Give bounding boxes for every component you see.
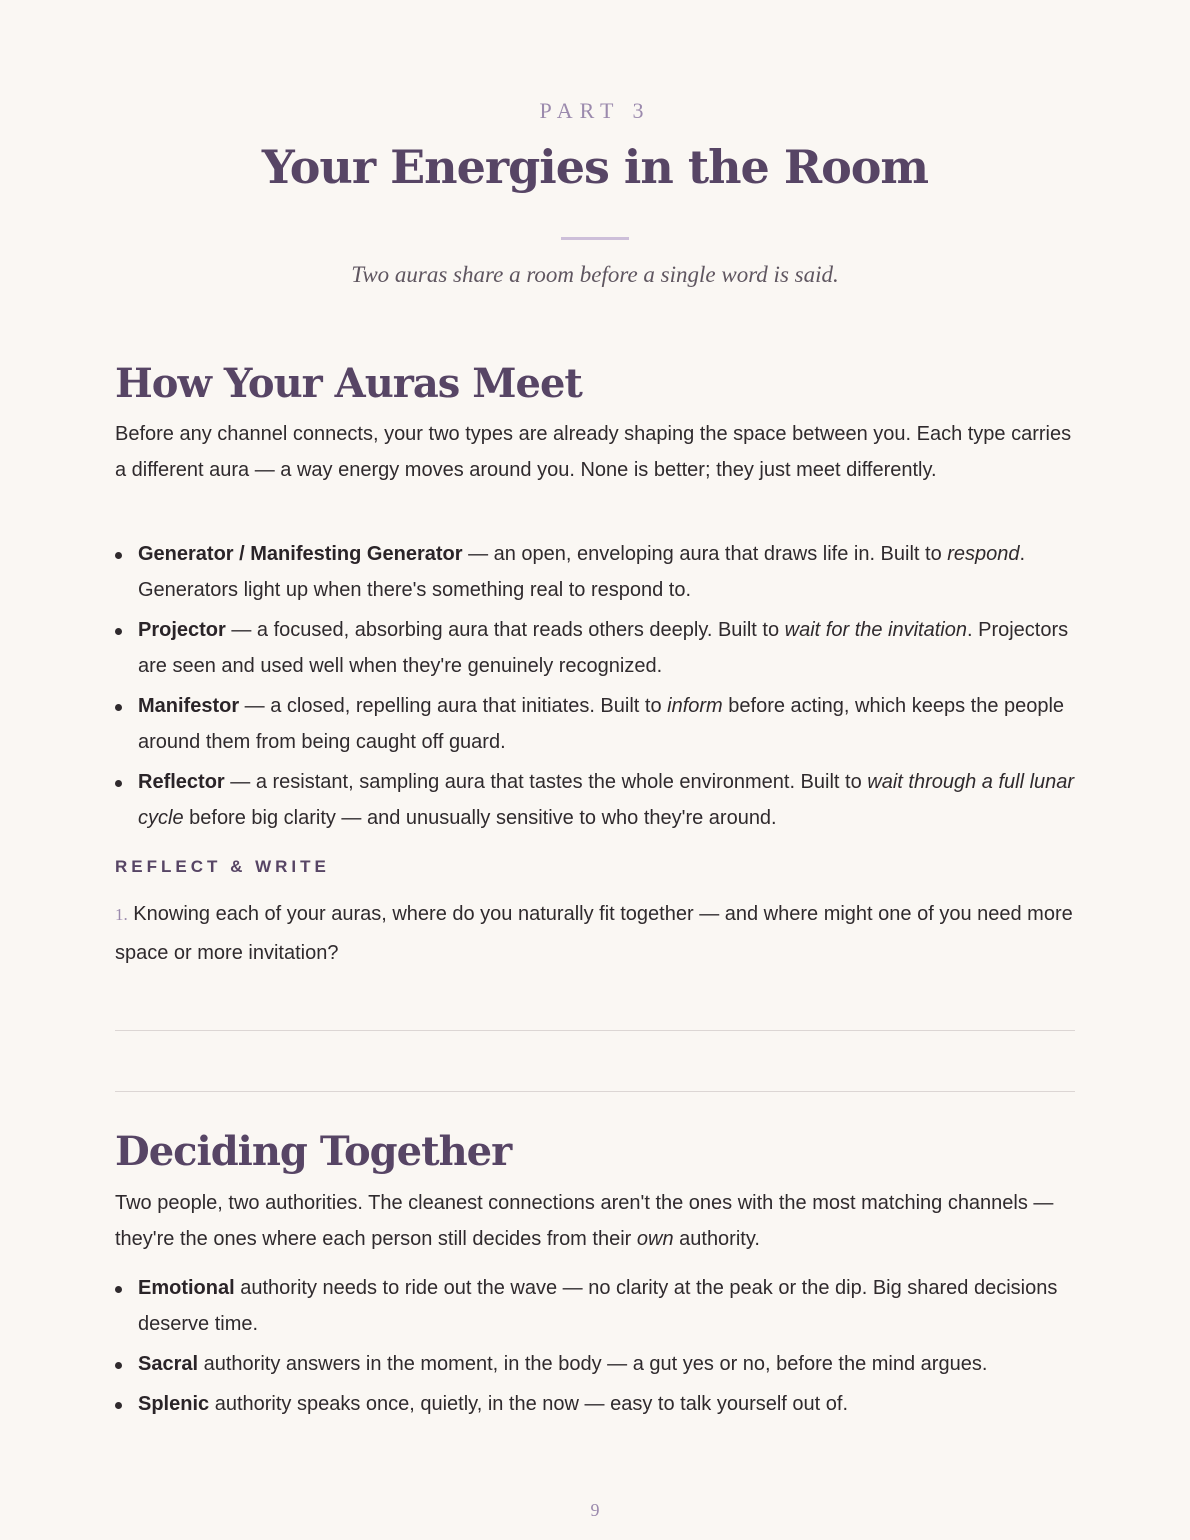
divider <box>115 1091 1075 1092</box>
reflection-question <box>115 895 1075 972</box>
list-item: Emotional authority needs to ride out the wave — no clarity at the peak or the dip. Big shared decisions deserve time. <box>115 1270 1075 1342</box>
bullet-icon <box>115 1286 122 1293</box>
section-intro-deciding: Two people, two authorities. The cleanest connections aren't the ones with the most matching channels — they're the ones where each person still decides from their own authority. <box>115 1192 1054 1250</box>
part-title: Your Energies in the Room <box>261 140 929 194</box>
list-item: Reflector — a resistant, sampling aura that tastes the whole environment. Built to wait through a full lunar cycle before big clarity — and unusually sensitive to who they're around. <box>115 764 1075 836</box>
list-item: Generator / Manifesting Generator — an open, enveloping aura that draws life in. Built to respond. Generators light up when there's something real to respond to. <box>115 536 1075 608</box>
bullet-icon <box>115 704 122 711</box>
section-intro-auras: Before any channel connects, your two types are already shaping the space between you. Each type carries a different aura — a way energy moves around you. None is better; they just meet differently. <box>115 423 1072 481</box>
list-item: Sacral authority answers in the moment, in the body — a gut yes or no, before the mind argues. <box>115 1346 1075 1382</box>
bullet-icon <box>115 1362 122 1369</box>
question-text: Knowing each of your auras, where do you naturally fit together — and where might one of you need more space or more invitation? <box>115 903 1073 964</box>
part-label: PART 3 <box>539 98 651 123</box>
section-heading-auras: How Your Auras Meet <box>115 360 582 407</box>
section-heading-deciding: Deciding Together <box>115 1128 512 1175</box>
question-number: 1. <box>115 905 128 924</box>
list-item: Projector — a focused, absorbing aura that reads others deeply. Built to wait for the invitation. Projectors are seen and used well when they're genuinely recognized. <box>115 612 1075 684</box>
title-divider <box>561 237 629 240</box>
bullet-icon <box>115 552 122 559</box>
aura-list <box>115 536 1075 840</box>
reflect-label: REFLECT & WRITE <box>115 857 330 876</box>
bullet-icon <box>115 1402 122 1409</box>
list-item: Manifestor — a closed, repelling aura that initiates. Built to inform before acting, which keeps the people around them from being caught off guard. <box>115 688 1075 760</box>
bullet-icon <box>115 628 122 635</box>
divider <box>115 1030 1075 1031</box>
page-number: 9 <box>590 1500 600 1520</box>
epigraph: Two auras share a room before a single word is said. <box>351 262 839 287</box>
bullet-icon <box>115 780 122 787</box>
list-item: Splenic authority speaks once, quietly, in the now — easy to talk yourself out of. <box>115 1386 1075 1422</box>
authority-list <box>115 1270 1075 1426</box>
